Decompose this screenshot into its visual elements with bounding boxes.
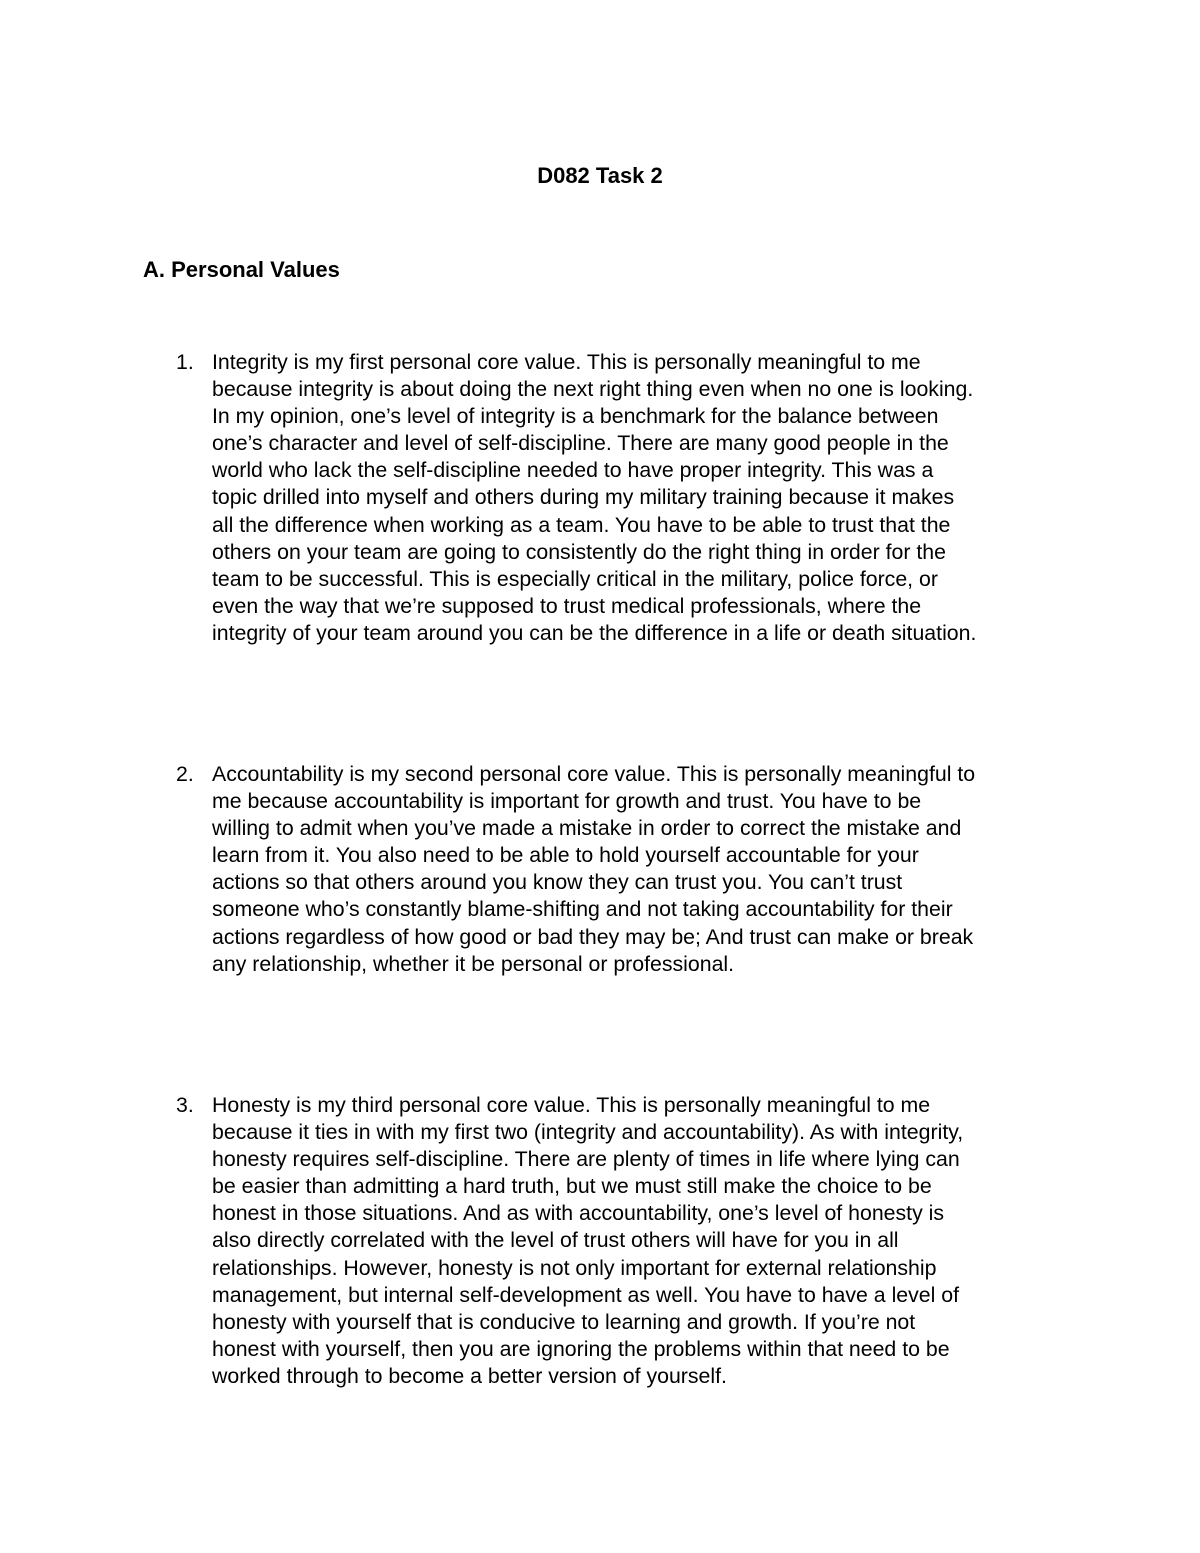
text-line: because integrity is about doing the next right thing even when no one is looking.: [212, 377, 974, 402]
text-line: Accountability is my second personal core value. This is personally meaningful to: [212, 762, 976, 786]
list-item-text: [212, 349, 1072, 647]
list-item-number: 3.: [176, 1093, 194, 1117]
text-line: any relationship, whether it be personal or professional.: [212, 951, 735, 976]
text-line: management, but internal self-development as well. You have to have a level of: [212, 1282, 960, 1307]
list-item-number: 2.: [176, 762, 194, 786]
text-line: honest in those situations. And as with accountability, one’s level of honesty is: [212, 1201, 945, 1226]
text-line: someone who’s constantly blame-shifting and not taking accountability for their: [212, 897, 953, 922]
text-line: integrity of your team around you can be the difference in a life or death situation.: [212, 620, 977, 645]
text-line: team to be successful. This is especially critical in the military, police force, or: [212, 566, 938, 591]
text-line: world who lack the self-discipline needed to have proper integrity. This was a: [212, 458, 934, 483]
text-line: relationships. However, honesty is not only important for external relationship: [212, 1255, 937, 1280]
text-line: topic drilled into myself and others during my military training because it makes: [212, 485, 955, 510]
document-title: D082 Task 2: [537, 163, 663, 188]
text-line: even the way that we’re supposed to trust medical professionals, where the: [212, 593, 922, 618]
list-item-text: [212, 1092, 1072, 1390]
text-line: because it ties in with my first two (integrity and accountability). As with integrity,: [212, 1120, 964, 1145]
text-line: honesty requires self-discipline. There are plenty of times in life where lying can: [212, 1147, 960, 1172]
text-line: actions regardless of how good or bad they may be; And trust can make or break: [212, 924, 974, 949]
text-line: also directly correlated with the level of trust others will have for you in all: [212, 1228, 899, 1253]
list-item-text: [212, 761, 1072, 978]
text-line: In my opinion, one’s level of integrity is a benchmark for the balance between: [212, 404, 939, 429]
text-line: worked through to become a better version of yourself.: [212, 1363, 727, 1388]
text-line: willing to admit when you’ve made a mistake in order to correct the mistake and: [212, 816, 962, 841]
text-line: one’s character and level of self-discipline. There are many good people in the: [212, 431, 949, 456]
text-line: actions so that others around you know they can trust you. You can’t trust: [212, 870, 903, 895]
text-line: others on your team are going to consistently do the right thing in order for the: [212, 539, 946, 564]
text-line: learn from it. You also need to be able to hold yourself accountable for your: [212, 843, 919, 868]
text-line: honesty with yourself that is conducive to learning and growth. If you’re not: [212, 1309, 916, 1334]
text-line: me because accountability is important for growth and trust. You have to be: [212, 789, 922, 814]
text-line: Honesty is my third personal core value. This is personally meaningful to me: [212, 1093, 931, 1117]
list-item-number: 1.: [176, 350, 194, 374]
section-heading: A. Personal Values: [143, 257, 340, 282]
text-line: be easier than admitting a hard truth, but we must still make the choice to be: [212, 1174, 932, 1199]
text-line: honest with yourself, then you are ignoring the problems within that need to be: [212, 1336, 950, 1361]
text-line: all the difference when working as a team. You have to be able to trust that the: [212, 512, 951, 537]
text-line: Integrity is my first personal core value. This is personally meaningful to me: [212, 350, 921, 374]
